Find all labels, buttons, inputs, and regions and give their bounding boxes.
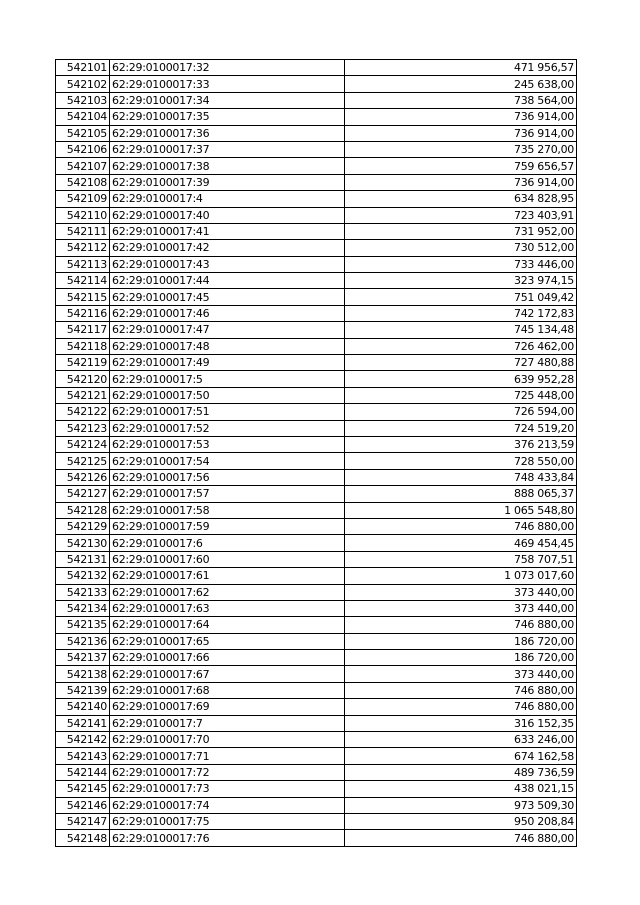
row-number-cell: 542128 bbox=[56, 502, 110, 518]
row-number-cell: 542137 bbox=[56, 650, 110, 666]
row-number-cell: 542148 bbox=[56, 830, 110, 846]
row-number-cell: 542129 bbox=[56, 518, 110, 534]
table-row bbox=[56, 355, 577, 371]
row-number-cell: 542147 bbox=[56, 813, 110, 829]
table-row bbox=[56, 92, 577, 108]
cadastral-value-cell: 726 462,00 bbox=[345, 338, 577, 354]
cadastral-number-cell: 62:29:0100017:54 bbox=[110, 453, 345, 469]
cadastral-value-cell: 489 736,59 bbox=[345, 764, 577, 780]
cadastral-value-cell: 727 480,88 bbox=[345, 355, 577, 371]
table-row bbox=[56, 453, 577, 469]
table-row bbox=[56, 830, 577, 846]
cadastral-number-cell: 62:29:0100017:73 bbox=[110, 781, 345, 797]
row-number-cell: 542145 bbox=[56, 781, 110, 797]
table-row bbox=[56, 322, 577, 338]
table-body bbox=[56, 60, 577, 847]
cadastral-value-cell: 724 519,20 bbox=[345, 420, 577, 436]
table-row bbox=[56, 420, 577, 436]
cadastral-value-cell: 746 880,00 bbox=[345, 830, 577, 846]
cadastral-value-cell: 373 440,00 bbox=[345, 600, 577, 616]
cadastral-value-cell: 373 440,00 bbox=[345, 584, 577, 600]
row-number-cell: 542120 bbox=[56, 371, 110, 387]
row-number-cell: 542112 bbox=[56, 240, 110, 256]
row-number-cell: 542134 bbox=[56, 600, 110, 616]
row-number-cell: 542106 bbox=[56, 141, 110, 157]
cadastral-value-cell: 735 270,00 bbox=[345, 141, 577, 157]
cadastral-number-cell: 62:29:0100017:70 bbox=[110, 732, 345, 748]
row-number-cell: 542115 bbox=[56, 289, 110, 305]
cadastral-number-cell: 62:29:0100017:32 bbox=[110, 60, 345, 76]
cadastral-number-cell: 62:29:0100017:67 bbox=[110, 666, 345, 682]
row-number-cell: 542118 bbox=[56, 338, 110, 354]
cadastral-number-cell: 62:29:0100017:42 bbox=[110, 240, 345, 256]
cadastral-value-cell: 633 246,00 bbox=[345, 732, 577, 748]
cadastral-value-cell: 674 162,58 bbox=[345, 748, 577, 764]
row-number-cell: 542143 bbox=[56, 748, 110, 764]
table-row bbox=[56, 436, 577, 452]
cadastral-value-cell: 973 509,30 bbox=[345, 797, 577, 813]
row-number-cell: 542142 bbox=[56, 732, 110, 748]
cadastral-value-cell: 376 213,59 bbox=[345, 436, 577, 452]
table-row bbox=[56, 371, 577, 387]
cadastral-value-cell: 751 049,42 bbox=[345, 289, 577, 305]
cadastral-number-cell: 62:29:0100017:45 bbox=[110, 289, 345, 305]
cadastral-number-cell: 62:29:0100017:56 bbox=[110, 469, 345, 485]
cadastral-value-cell: 639 952,28 bbox=[345, 371, 577, 387]
cadastral-value-cell: 471 956,57 bbox=[345, 60, 577, 76]
cadastral-number-cell: 62:29:0100017:76 bbox=[110, 830, 345, 846]
table-row bbox=[56, 650, 577, 666]
row-number-cell: 542119 bbox=[56, 355, 110, 371]
row-number-cell: 542116 bbox=[56, 305, 110, 321]
cadastral-value-cell: 731 952,00 bbox=[345, 223, 577, 239]
table-row bbox=[56, 682, 577, 698]
table-row bbox=[56, 289, 577, 305]
cadastral-number-cell: 62:29:0100017:57 bbox=[110, 486, 345, 502]
cadastral-value-cell: 730 512,00 bbox=[345, 240, 577, 256]
cadastral-number-cell: 62:29:0100017:74 bbox=[110, 797, 345, 813]
row-number-cell: 542123 bbox=[56, 420, 110, 436]
cadastral-value-cell: 634 828,95 bbox=[345, 191, 577, 207]
cadastral-number-cell: 62:29:0100017:75 bbox=[110, 813, 345, 829]
row-number-cell: 542139 bbox=[56, 682, 110, 698]
row-number-cell: 542136 bbox=[56, 633, 110, 649]
row-number-cell: 542126 bbox=[56, 469, 110, 485]
cadastral-number-cell: 62:29:0100017:46 bbox=[110, 305, 345, 321]
cadastral-number-cell: 62:29:0100017:35 bbox=[110, 109, 345, 125]
table-row bbox=[56, 568, 577, 584]
cadastral-value-cell: 758 707,51 bbox=[345, 551, 577, 567]
cadastral-value-cell: 438 021,15 bbox=[345, 781, 577, 797]
cadastral-number-cell: 62:29:0100017:51 bbox=[110, 404, 345, 420]
table-row bbox=[56, 60, 577, 76]
row-number-cell: 542141 bbox=[56, 715, 110, 731]
cadastral-number-cell: 62:29:0100017:69 bbox=[110, 699, 345, 715]
cadastral-number-cell: 62:29:0100017:63 bbox=[110, 600, 345, 616]
table-row bbox=[56, 158, 577, 174]
row-number-cell: 542131 bbox=[56, 551, 110, 567]
cadastral-number-cell: 62:29:0100017:59 bbox=[110, 518, 345, 534]
table-row bbox=[56, 109, 577, 125]
row-number-cell: 542144 bbox=[56, 764, 110, 780]
table-row bbox=[56, 273, 577, 289]
row-number-cell: 542124 bbox=[56, 436, 110, 452]
row-number-cell: 542108 bbox=[56, 174, 110, 190]
cadastral-value-cell: 723 403,91 bbox=[345, 207, 577, 223]
cadastral-number-cell: 62:29:0100017:38 bbox=[110, 158, 345, 174]
cadastral-number-cell: 62:29:0100017:39 bbox=[110, 174, 345, 190]
row-number-cell: 542130 bbox=[56, 535, 110, 551]
table-row bbox=[56, 748, 577, 764]
table-row bbox=[56, 174, 577, 190]
cadastral-value-cell: 728 550,00 bbox=[345, 453, 577, 469]
table-row bbox=[56, 486, 577, 502]
row-number-cell: 542140 bbox=[56, 699, 110, 715]
cadastral-value-cell: 469 454,45 bbox=[345, 535, 577, 551]
table-row bbox=[56, 551, 577, 567]
cadastral-number-cell: 62:29:0100017:48 bbox=[110, 338, 345, 354]
row-number-cell: 542125 bbox=[56, 453, 110, 469]
cadastral-value-cell: 323 974,15 bbox=[345, 273, 577, 289]
row-number-cell: 542101 bbox=[56, 60, 110, 76]
cadastral-number-cell: 62:29:0100017:52 bbox=[110, 420, 345, 436]
table-row bbox=[56, 666, 577, 682]
table-row bbox=[56, 732, 577, 748]
cadastral-number-cell: 62:29:0100017:7 bbox=[110, 715, 345, 731]
cadastral-value-cell: 733 446,00 bbox=[345, 256, 577, 272]
table-row bbox=[56, 141, 577, 157]
table-row bbox=[56, 633, 577, 649]
table-row bbox=[56, 797, 577, 813]
cadastral-value-cell: 736 914,00 bbox=[345, 109, 577, 125]
cadastral-value-cell: 316 152,35 bbox=[345, 715, 577, 731]
table-row bbox=[56, 764, 577, 780]
cadastral-value-cell: 726 594,00 bbox=[345, 404, 577, 420]
row-number-cell: 542114 bbox=[56, 273, 110, 289]
cadastral-number-cell: 62:29:0100017:34 bbox=[110, 92, 345, 108]
cadastral-value-cell: 745 134,48 bbox=[345, 322, 577, 338]
cadastral-value-cell: 759 656,57 bbox=[345, 158, 577, 174]
cadastral-number-cell: 62:29:0100017:61 bbox=[110, 568, 345, 584]
table-row bbox=[56, 781, 577, 797]
row-number-cell: 542113 bbox=[56, 256, 110, 272]
cadastral-number-cell: 62:29:0100017:4 bbox=[110, 191, 345, 207]
cadastral-number-cell: 62:29:0100017:62 bbox=[110, 584, 345, 600]
cadastral-number-cell: 62:29:0100017:40 bbox=[110, 207, 345, 223]
cadastral-number-cell: 62:29:0100017:49 bbox=[110, 355, 345, 371]
row-number-cell: 542104 bbox=[56, 109, 110, 125]
cadastral-number-cell: 62:29:0100017:6 bbox=[110, 535, 345, 551]
row-number-cell: 542117 bbox=[56, 322, 110, 338]
table-row bbox=[56, 404, 577, 420]
table-row bbox=[56, 305, 577, 321]
table-row bbox=[56, 584, 577, 600]
cadastral-number-cell: 62:29:0100017:36 bbox=[110, 125, 345, 141]
row-number-cell: 542135 bbox=[56, 617, 110, 633]
cadastral-value-cell: 746 880,00 bbox=[345, 699, 577, 715]
cadastral-number-cell: 62:29:0100017:72 bbox=[110, 764, 345, 780]
table-row bbox=[56, 125, 577, 141]
table-row bbox=[56, 256, 577, 272]
row-number-cell: 542110 bbox=[56, 207, 110, 223]
cadastral-number-cell: 62:29:0100017:37 bbox=[110, 141, 345, 157]
table-row bbox=[56, 535, 577, 551]
cadastral-value-cell: 1 073 017,60 bbox=[345, 568, 577, 584]
cadastral-number-cell: 62:29:0100017:64 bbox=[110, 617, 345, 633]
cadastral-number-cell: 62:29:0100017:53 bbox=[110, 436, 345, 452]
row-number-cell: 542109 bbox=[56, 191, 110, 207]
cadastral-number-cell: 62:29:0100017:44 bbox=[110, 273, 345, 289]
cadastral-number-cell: 62:29:0100017:41 bbox=[110, 223, 345, 239]
table-row bbox=[56, 813, 577, 829]
row-number-cell: 542133 bbox=[56, 584, 110, 600]
cadastral-value-cell: 736 914,00 bbox=[345, 174, 577, 190]
table-row bbox=[56, 338, 577, 354]
cadastral-number-cell: 62:29:0100017:65 bbox=[110, 633, 345, 649]
cadastral-value-cell: 725 448,00 bbox=[345, 387, 577, 403]
cadastral-value-cell: 736 914,00 bbox=[345, 125, 577, 141]
cadastral-value-cell: 748 433,84 bbox=[345, 469, 577, 485]
row-number-cell: 542138 bbox=[56, 666, 110, 682]
cadastral-value-cell: 373 440,00 bbox=[345, 666, 577, 682]
cadastral-number-cell: 62:29:0100017:43 bbox=[110, 256, 345, 272]
cadastral-value-cell: 746 880,00 bbox=[345, 682, 577, 698]
row-number-cell: 542103 bbox=[56, 92, 110, 108]
cadastral-number-cell: 62:29:0100017:66 bbox=[110, 650, 345, 666]
row-number-cell: 542102 bbox=[56, 76, 110, 92]
cadastral-value-cell: 738 564,00 bbox=[345, 92, 577, 108]
table-row bbox=[56, 469, 577, 485]
cadastral-number-cell: 62:29:0100017:58 bbox=[110, 502, 345, 518]
table-row bbox=[56, 191, 577, 207]
cadastral-number-cell: 62:29:0100017:60 bbox=[110, 551, 345, 567]
cadastral-value-cell: 186 720,00 bbox=[345, 650, 577, 666]
cadastral-number-cell: 62:29:0100017:5 bbox=[110, 371, 345, 387]
cadastral-value-cell: 245 638,00 bbox=[345, 76, 577, 92]
cadastral-value-cell: 888 065,37 bbox=[345, 486, 577, 502]
row-number-cell: 542146 bbox=[56, 797, 110, 813]
cadastral-number-cell: 62:29:0100017:33 bbox=[110, 76, 345, 92]
table-row bbox=[56, 223, 577, 239]
table-row bbox=[56, 76, 577, 92]
row-number-cell: 542111 bbox=[56, 223, 110, 239]
table-row bbox=[56, 240, 577, 256]
table-row bbox=[56, 699, 577, 715]
cadastral-value-table bbox=[55, 59, 577, 847]
row-number-cell: 542105 bbox=[56, 125, 110, 141]
cadastral-number-cell: 62:29:0100017:71 bbox=[110, 748, 345, 764]
cadastral-value-cell: 1 065 548,80 bbox=[345, 502, 577, 518]
table-row bbox=[56, 600, 577, 616]
cadastral-number-cell: 62:29:0100017:50 bbox=[110, 387, 345, 403]
cadastral-value-cell: 950 208,84 bbox=[345, 813, 577, 829]
table-row bbox=[56, 387, 577, 403]
row-number-cell: 542132 bbox=[56, 568, 110, 584]
cadastral-number-cell: 62:29:0100017:68 bbox=[110, 682, 345, 698]
table-row bbox=[56, 518, 577, 534]
cadastral-number-cell: 62:29:0100017:47 bbox=[110, 322, 345, 338]
table-row bbox=[56, 617, 577, 633]
row-number-cell: 542122 bbox=[56, 404, 110, 420]
table-row bbox=[56, 502, 577, 518]
cadastral-value-cell: 742 172,83 bbox=[345, 305, 577, 321]
cadastral-value-cell: 746 880,00 bbox=[345, 518, 577, 534]
row-number-cell: 542107 bbox=[56, 158, 110, 174]
table-row bbox=[56, 715, 577, 731]
row-number-cell: 542121 bbox=[56, 387, 110, 403]
cadastral-value-cell: 746 880,00 bbox=[345, 617, 577, 633]
table-row bbox=[56, 207, 577, 223]
cadastral-value-cell: 186 720,00 bbox=[345, 633, 577, 649]
row-number-cell: 542127 bbox=[56, 486, 110, 502]
